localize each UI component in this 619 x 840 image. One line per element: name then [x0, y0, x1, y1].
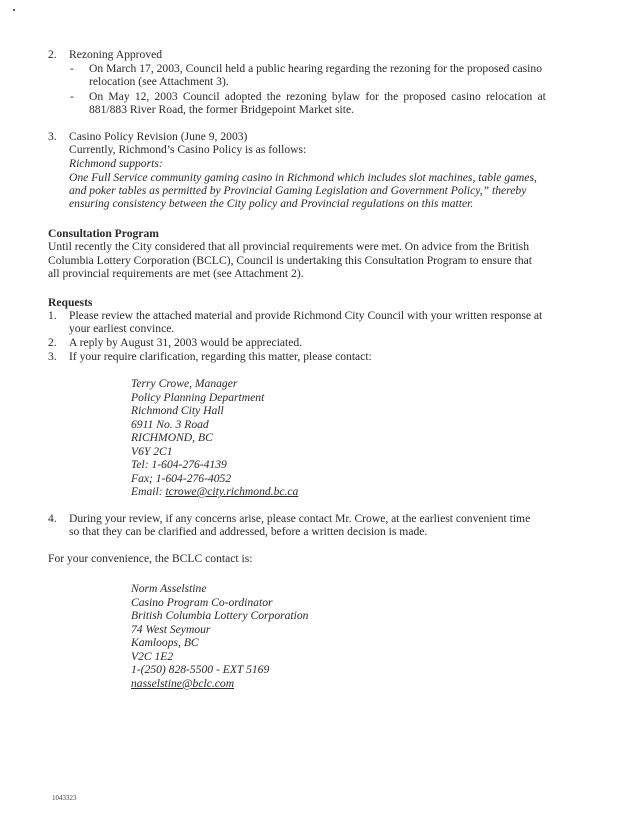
- contact-email-label: Email:: [131, 485, 166, 498]
- contact-street: 6911 No. 3 Road: [131, 418, 209, 431]
- contact-fax: Fax; 1-604-276-4052: [131, 472, 232, 485]
- bclc-email-link[interactable]: nasselstine@bclc.com: [131, 677, 235, 690]
- bullet-marker: -: [70, 90, 74, 103]
- contact-city: RICHMOND, BC: [131, 431, 213, 444]
- request-text: During your review, if any concerns arise, please contact Mr. Crowe, at the earliest convenient time: [69, 512, 531, 525]
- contact-department: Policy Planning Department: [131, 391, 265, 404]
- scan-speck: [13, 9, 15, 11]
- section-number: 2.: [48, 48, 57, 61]
- consultation-text-line: Until recently the City considered that all provincial requirements were met. On advice from the British: [48, 240, 529, 253]
- bullet-text: relocation (see Attachment 3).: [89, 75, 229, 88]
- requests-heading: Requests: [48, 296, 93, 309]
- consultation-text-line: Columbia Lottery Corporation (BCLC), Council is undertaking this Consultation Program to ensure that: [48, 254, 532, 267]
- document-number: 1043323: [52, 794, 77, 802]
- request-number: 3.: [48, 350, 57, 363]
- section-title: Rezoning Approved: [69, 48, 163, 61]
- contact-name-title: Terry Crowe, Manager: [131, 377, 238, 390]
- bullet-text: 881/883 River Road, the former Bridgepoint Market site.: [89, 103, 354, 116]
- bullet-marker: -: [70, 62, 74, 75]
- request-text: so that they can be clarified and addressed, before a written decision is made.: [69, 525, 428, 538]
- bclc-street: 74 West Seymour: [131, 623, 211, 636]
- request-text: If your require clarification, regarding this matter, please contact:: [69, 350, 372, 363]
- request-number: 1.: [48, 309, 57, 322]
- request-text: your earliest convince.: [69, 322, 175, 335]
- contact-email-line: [131, 485, 298, 498]
- request-text: Please review the attached material and provide Richmond City Council with your written response at: [69, 309, 543, 322]
- request-text: A reply by August 31, 2003 would be appreciated.: [69, 336, 303, 349]
- consultation-heading: Consultation Program: [48, 227, 159, 240]
- policy-intro: Currently, Richmond’s Casino Policy is as follows:: [69, 143, 307, 156]
- contact-postal: V6Y 2C1: [131, 445, 173, 458]
- contact-office: Richmond City Hall: [131, 404, 224, 417]
- bclc-title: Casino Program Co-ordinator: [131, 596, 273, 609]
- section-title: Casino Policy Revision (June 9, 2003): [69, 130, 248, 143]
- consultation-text-line: all provincial requirements are met (see Attachment 2).: [48, 267, 304, 280]
- request-number: 4.: [48, 512, 57, 525]
- contact-email-link[interactable]: tcrowe@city.richmond.bc.ca: [165, 485, 299, 498]
- policy-text-line: One Full Service community gaming casino in Richmond which includes slot machines, table games,: [69, 171, 537, 184]
- bclc-city: Kamloops, BC: [131, 636, 199, 649]
- policy-text-line: ensuring consistency between the City policy and Provincial regulations on this matter.: [69, 197, 474, 210]
- bclc-name: Norm Asselstine: [131, 582, 207, 595]
- section-number: 3.: [48, 130, 57, 143]
- contact-tel: Tel: 1-604-276-4139: [131, 458, 227, 471]
- request-number: 2.: [48, 336, 57, 349]
- policy-supports-label: Richmond supports:: [69, 157, 163, 170]
- bclc-organization: British Columbia Lottery Corporation: [131, 609, 309, 622]
- bullet-text: On March 17, 2003, Council held a public hearing regarding the rezoning for the proposed casino: [89, 62, 542, 75]
- bullet-text: On May 12, 2003 Council adopted the rezoning bylaw for the proposed casino relocation at: [89, 90, 546, 103]
- policy-text-line: and poker tables as permitted by Provincial Gaming Legislation and Government Policy,” thereby: [69, 184, 527, 197]
- bclc-phone: 1-(250) 828-5500 - EXT 5169: [131, 663, 270, 676]
- bclc-intro: For your convenience, the BCLC contact is:: [48, 552, 253, 565]
- bclc-postal: V2C 1E2: [131, 650, 174, 663]
